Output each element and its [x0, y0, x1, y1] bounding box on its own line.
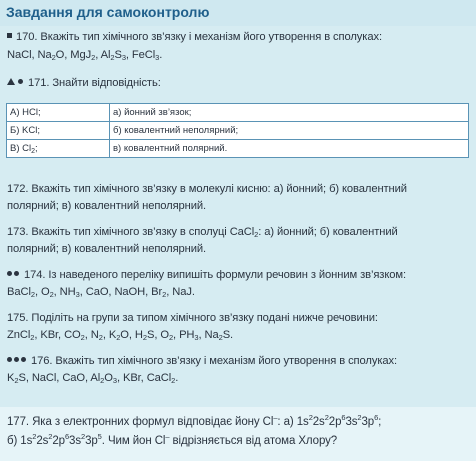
- section-title: Завдання для самоконтролю: [6, 4, 210, 20]
- task-170-text: 170. Вкажіть тип хімічного зв’язку і механізм його утворення в сполуках:: [16, 31, 382, 43]
- task-174-formulas: BaCl$_2$, $O_2$, $NH_3$, CaO, NaOH, $Br_2$, NaJ.: [7, 286, 195, 299]
- task-175-formulas: ZnCl$_2$, KBr, $CO_2$, $N_2$, $K_2O$, $H_2S$, $O_2$, $PH_3$, $Na_2S$.: [7, 329, 234, 342]
- table-cell: в) ковалентний полярний.: [110, 140, 469, 158]
- dot-bullet-icon: [18, 79, 23, 84]
- task-171-line1: [7, 76, 161, 91]
- task-173-line1: 173. Вкажіть тип хімічного зв’язку в сполуці CaCl$_2$: а) йонний; б) ковалентний: [7, 226, 398, 239]
- task-172-line2: полярний; в) ковалентний неполярний.: [7, 200, 207, 212]
- dot-bullet-icon: [7, 357, 12, 362]
- table-row: [7, 104, 469, 122]
- table-cell: б) ковалентний неполярний;: [110, 122, 469, 140]
- table-cell: А) HCl;: [7, 104, 110, 122]
- table-cell: а) йонний зв’язок;: [110, 104, 469, 122]
- task-177-line1: 177. Яка з електронних формул відповідає йону Cl–: а) $1s^22s^22p^63s^23p^6$;: [7, 413, 382, 428]
- table-row: [7, 122, 469, 140]
- square-bullet-icon: [7, 33, 12, 38]
- task-177-line2: б) $1s^22s^22p^63s^23p^5$. Чим йон Cl– відрізняється від атома Хлору?: [7, 432, 338, 447]
- task-176-line1: [7, 354, 397, 369]
- dot-bullet-icon: [7, 271, 12, 276]
- task-171-text: 171. Знайти відповідність:: [28, 77, 161, 89]
- table-cell: В) $Cl_2$;: [7, 140, 110, 158]
- task-176-formulas: $K_2S$, NaCl, CaO, $Al_2O_3$, KBr, CaCl$_2$.: [7, 372, 179, 385]
- dot-bullet-icon: [14, 357, 19, 362]
- task-176-text: 176. Вкажіть тип хімічного зв’язку і механізм його утворення в сполуках:: [31, 355, 397, 367]
- table-row: [7, 140, 469, 158]
- task-174-text: 174. Із наведеного переліку випишіть формули речовин з йонним зв’язком:: [24, 269, 406, 281]
- triangle-bullet-icon: [7, 78, 15, 85]
- dot-bullet-icon: [21, 357, 26, 362]
- task-172-line1: 172. Вкажіть тип хімічного зв’язку в молекулі кисню: а) йонний; б) ковалентний: [7, 183, 407, 195]
- task-174-line1: [7, 268, 406, 283]
- dot-bullet-icon: [14, 271, 19, 276]
- task-170-line1: [7, 30, 382, 45]
- task-173-line2: полярний; в) ковалентний неполярний.: [7, 243, 207, 255]
- section-header: [0, 0, 476, 26]
- matching-table: [6, 103, 469, 158]
- table-cell: Б) KCl;: [7, 122, 110, 140]
- task-175-line1: 175. Поділіть на групи за типом хімічного зв’язку подані нижче речовини:: [7, 312, 378, 324]
- task-170-formulas: NaCl, $Na_2O$, MgJ$_2$, $Al_2S_3$, FeCl$_3$.: [7, 49, 163, 62]
